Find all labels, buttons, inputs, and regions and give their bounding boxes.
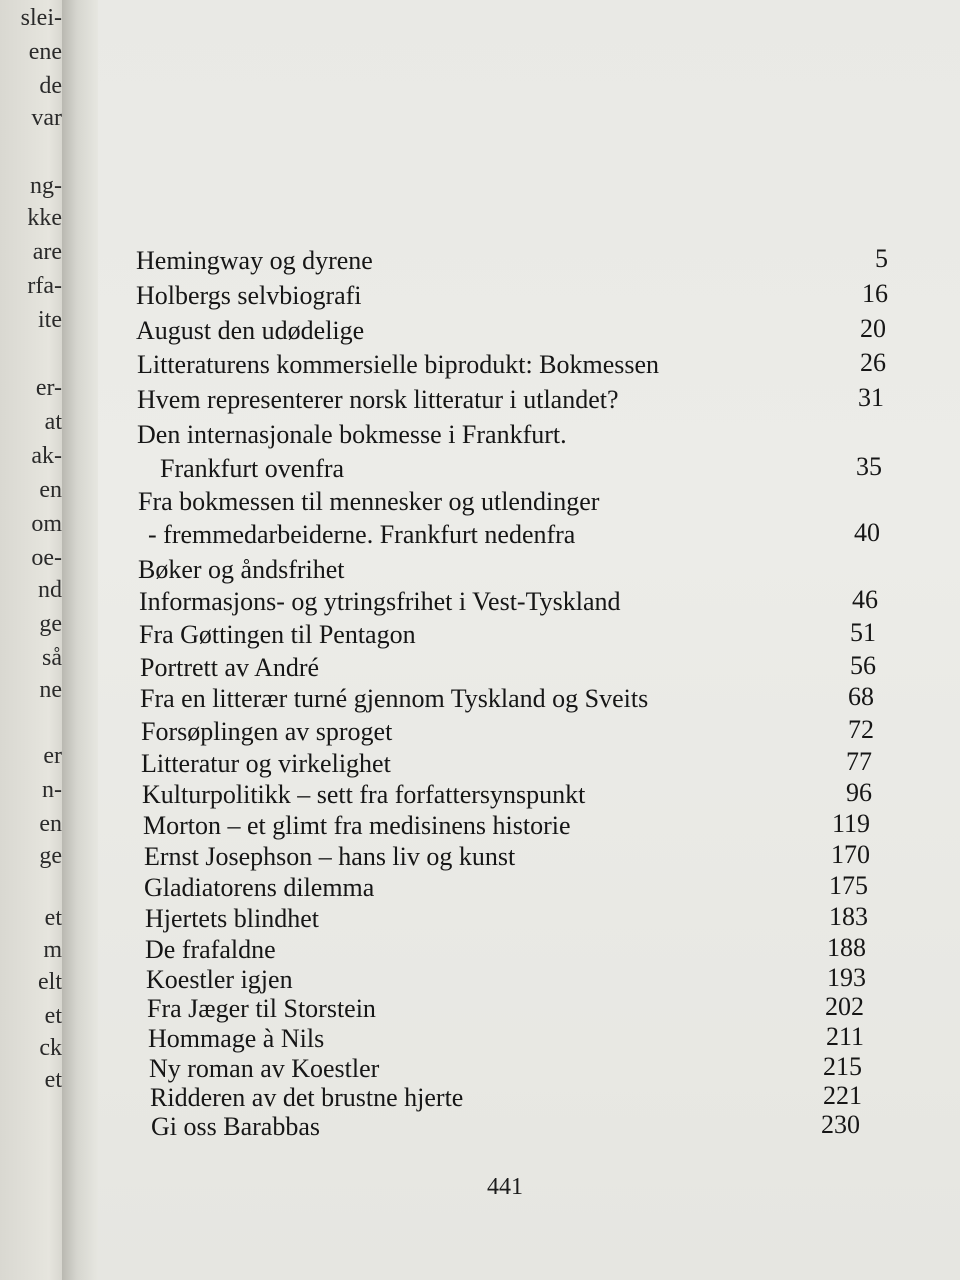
toc-entry-title: Gi oss Barabbas [151, 1112, 320, 1141]
toc-entry-page: 188 [827, 933, 866, 962]
left-page-fragment: så [42, 645, 62, 671]
left-page-fragment: elt [38, 969, 62, 995]
toc-entry-title: Litteraturens kommersielle biprodukt: Bokmessen [137, 350, 660, 379]
toc-entry-page: 211 [825, 1022, 864, 1051]
left-page-fragment: n- [42, 777, 62, 803]
toc-entry-page: 26 [860, 348, 886, 377]
left-page-fragment: om [31, 511, 62, 537]
toc-entry-title: Fra Gøttingen til Pentagon [139, 620, 416, 649]
left-page-fragment: ng- [30, 173, 62, 199]
toc-entry-title: Forsøplingen av sproget [141, 717, 393, 746]
left-page-fragment: er [43, 743, 62, 769]
toc-entry-title: Fra en litterær turné gjennom Tyskland og Sveits [140, 684, 649, 713]
left-page-fragment: ene [28, 39, 62, 65]
toc-entry-title: Gladiatorens dilemma [144, 873, 375, 902]
toc-entry-page: 215 [823, 1052, 862, 1081]
toc-entry-page: 31 [858, 383, 884, 412]
left-page-fragment: en [39, 477, 62, 503]
toc-entry-page: 175 [829, 871, 868, 900]
toc-entry-title: Kulturpolitikk – sett fra forfattersynspunkt [142, 780, 586, 809]
toc-entry-page: 170 [831, 840, 870, 869]
left-page-fragment: et [44, 1067, 62, 1093]
toc-entry-title: August den udødelige [136, 316, 365, 345]
toc-entry-title: Hvem representerer norsk litteratur i utlandet? [137, 385, 619, 414]
toc-entry-title: Hemingway og dyrene [136, 246, 373, 275]
toc-entry-title: Portrett av André [140, 653, 320, 682]
left-page-fragment: var [31, 105, 62, 131]
toc-entry-page: 96 [846, 778, 872, 807]
toc-entry-page: 56 [850, 651, 876, 680]
toc-entry-title: - fremmedarbeiderne. Frankfurt nedenfra [148, 520, 576, 549]
toc-entry-page: 20 [860, 314, 886, 343]
toc-entry-page: 202 [825, 992, 864, 1021]
left-page-fragment: et [44, 905, 62, 931]
left-page-fragment: kke [27, 205, 62, 231]
toc-entry-page: 35 [856, 452, 882, 481]
left-page-fragment: rfa- [27, 273, 62, 299]
left-page-fragment: ite [38, 307, 62, 333]
toc-entry-page: 230 [821, 1110, 860, 1139]
toc-entry-title: Bøker og åndsfrihet [138, 555, 345, 584]
left-page-fragment: nd [38, 577, 62, 603]
left-page-fragment: ck [39, 1035, 62, 1061]
toc-entry-title: Holbergs selvbiografi [136, 281, 362, 310]
left-page-fragment: ne [39, 677, 62, 703]
left-page-fragment: m [43, 937, 62, 963]
left-page-fragment: ak- [31, 443, 62, 469]
toc-entry-title: Hjertets blindhet [145, 904, 320, 933]
toc-entry-page: 40 [854, 518, 880, 547]
left-page-fragment: at [44, 409, 62, 435]
page-number: 441 [487, 1174, 523, 1200]
left-page-fragment: en [39, 811, 62, 837]
left-page-fragment: de [39, 73, 62, 99]
toc-entry-title: Den internasjonale bokmesse i Frankfurt. [137, 420, 567, 449]
toc-entry-title: Litteratur og virkelighet [141, 749, 391, 778]
toc-entry-title: Informasjons- og ytringsfrihet i Vest-Tyskland [139, 587, 621, 616]
toc-entry-page: 16 [862, 279, 888, 308]
toc-entry-page: 72 [848, 715, 874, 744]
toc-entry-page: 68 [848, 682, 874, 711]
left-page-fragment: ge [39, 611, 62, 637]
toc-entry-page: 193 [827, 963, 866, 992]
toc-entry-title: De frafaldne [145, 935, 276, 964]
toc-entry-title: Ernst Josephson – hans liv og kunst [144, 842, 516, 871]
toc-entry-title: Koestler igjen [146, 965, 293, 994]
toc-entry-page: 77 [846, 747, 872, 776]
left-page-fragment: are [32, 239, 62, 265]
toc-entry-title: Ridderen av det brustne hjerte [150, 1083, 464, 1112]
left-page-fragment: oe- [31, 545, 62, 571]
toc-entry-title: Morton – et glimt fra medisinens historie [143, 811, 571, 840]
toc-entry-page: 183 [829, 902, 868, 931]
left-page-fragment: ge [39, 843, 62, 869]
left-page-fragment: et [44, 1003, 62, 1029]
toc-entry-page: 51 [850, 618, 876, 647]
toc-entry-title: Frankfurt ovenfra [160, 454, 345, 483]
toc-entry-title: Fra bokmessen til mennesker og utlendinger [138, 487, 600, 516]
toc-entry-title: Hommage à Nils [148, 1024, 325, 1053]
left-page-fragment: er- [35, 375, 62, 401]
toc-entry-page: 221 [823, 1081, 862, 1110]
toc-entry-page: 5 [875, 244, 888, 273]
toc-entry-title: Ny roman av Koestler [149, 1054, 380, 1083]
toc-entry-title: Fra Jæger til Storstein [147, 994, 376, 1023]
toc-entry-page: 119 [831, 809, 870, 838]
toc-entry-page: 46 [852, 585, 878, 614]
left-page-fragment: slei- [20, 5, 62, 31]
